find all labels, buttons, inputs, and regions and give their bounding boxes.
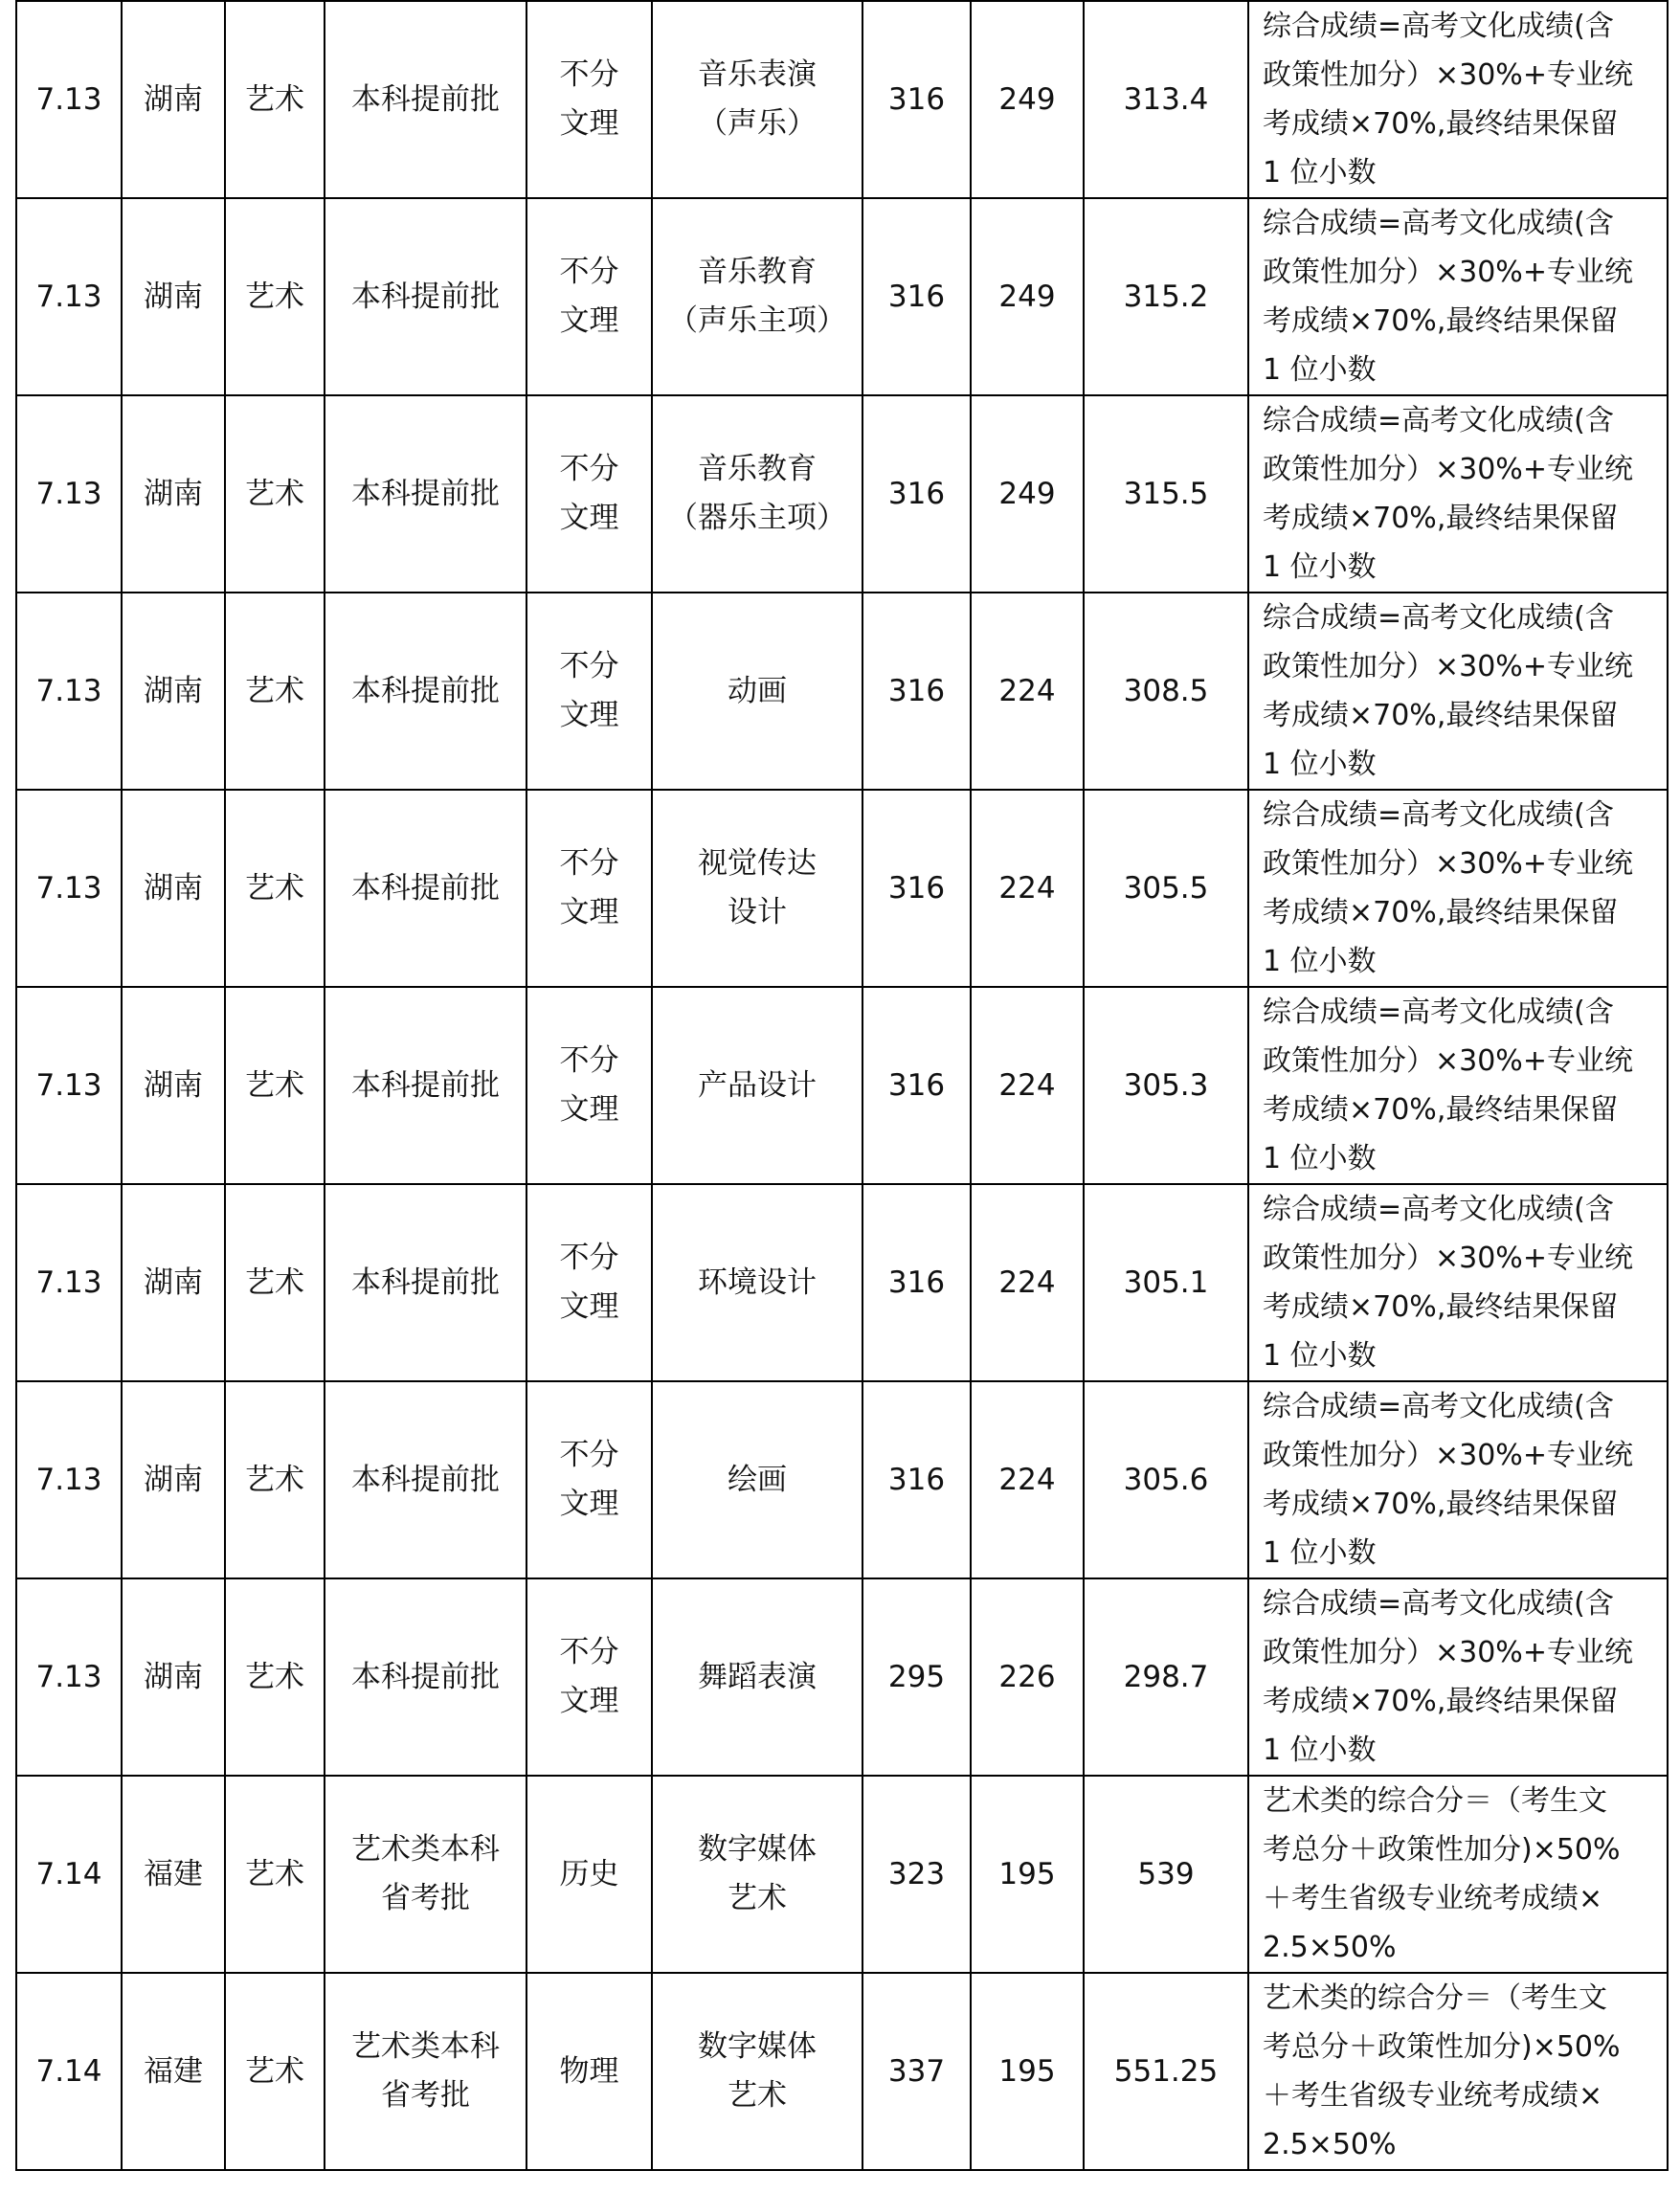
cell-batch-line: 本科提前批 xyxy=(351,870,500,906)
cell-date: 7.13 xyxy=(16,1184,122,1381)
cell-major-line: 艺术 xyxy=(728,1881,787,1915)
cell-date: 7.14 xyxy=(16,1776,122,1973)
cell-subject-line: 不分 xyxy=(559,1241,619,1275)
cell-note-line: 艺术类的综合分＝（考生文 xyxy=(1263,1981,1607,2015)
cell-batch-line: 本科提前批 xyxy=(351,476,500,511)
cell-batch-line: 省考批 xyxy=(381,1881,470,1915)
cell-subject-line: 文理 xyxy=(559,1092,619,1127)
cell-major-line: 设计 xyxy=(728,895,787,929)
cell-subject-line: 不分 xyxy=(559,846,619,881)
cell-min-score: 298.7 xyxy=(1084,1578,1248,1776)
cell-note-line: 考成绩×70%,最终结果保留 xyxy=(1263,1685,1619,1718)
cell-major-line: 249 xyxy=(971,198,1084,395)
cell-category: 艺术 xyxy=(225,395,325,593)
cell-major-line: 音乐教育 xyxy=(698,255,817,289)
cell-note-line: 2.5×50% xyxy=(1263,2128,1397,2161)
cell-province: 湖南 xyxy=(122,395,225,593)
cell-min-score: 305.5 xyxy=(1084,790,1248,987)
cell-control-line: 316 xyxy=(862,1,971,198)
cell-category: 艺术 xyxy=(225,198,325,395)
cell-min-score: 308.5 xyxy=(1084,593,1248,790)
cell-category: 艺术 xyxy=(225,1776,325,1973)
cell-note-line: 1 位小数 xyxy=(1263,945,1377,978)
cell-subject xyxy=(526,1184,652,1381)
cell-category: 艺术 xyxy=(225,1578,325,1776)
cell-min-score: 305.6 xyxy=(1084,1381,1248,1578)
cell-province: 福建 xyxy=(122,1973,225,2170)
cell-major-line: 249 xyxy=(971,395,1084,593)
cell-note-line: 1 位小数 xyxy=(1263,1536,1377,1570)
table-row xyxy=(16,198,1668,395)
cell-subject-line: 文理 xyxy=(559,1684,619,1718)
cell-subject-line: 文理 xyxy=(559,501,619,535)
cell-note-line: 综合成绩=高考文化成绩(含 xyxy=(1263,601,1614,635)
cell-note-line: 考成绩×70%,最终结果保留 xyxy=(1263,896,1619,929)
cell-subject-line: 不分 xyxy=(559,57,619,92)
cell-batch-line: 本科提前批 xyxy=(351,1067,500,1103)
cell-province: 湖南 xyxy=(122,593,225,790)
cell-batch xyxy=(325,1776,526,1973)
cell-subject-line: 不分 xyxy=(559,1438,619,1472)
cell-major-line: 224 xyxy=(971,593,1084,790)
cell-major-line: 音乐表演 xyxy=(698,57,817,92)
cell-batch xyxy=(325,1381,526,1578)
cell-major-line: 音乐教育 xyxy=(698,452,817,486)
table-row xyxy=(16,790,1668,987)
cell-control-line: 316 xyxy=(862,395,971,593)
cell-note-line: 1 位小数 xyxy=(1263,156,1377,190)
cell-subject xyxy=(526,198,652,395)
cell-major-line: 视觉传达 xyxy=(698,846,817,881)
cell-batch xyxy=(325,1578,526,1776)
cell-note xyxy=(1248,1184,1668,1381)
cell-min-score: 551.25 xyxy=(1084,1973,1248,2170)
cell-control-line: 323 xyxy=(862,1776,971,1973)
table-body xyxy=(16,1,1668,2170)
cell-note xyxy=(1248,987,1668,1184)
admission-score-table xyxy=(15,0,1669,2171)
cell-note-line: 1 位小数 xyxy=(1263,748,1377,781)
cell-province: 湖南 xyxy=(122,1184,225,1381)
cell-note-line: 政策性加分）×30%+专业统 xyxy=(1263,1242,1633,1275)
cell-major-line: 224 xyxy=(971,987,1084,1184)
cell-subject-line: 不分 xyxy=(559,649,619,683)
cell-note xyxy=(1248,1973,1668,2170)
cell-control-line: 316 xyxy=(862,1184,971,1381)
cell-note-line: 政策性加分）×30%+专业统 xyxy=(1263,847,1633,881)
cell-batch-line: 艺术类本科 xyxy=(351,1832,500,1867)
cell-major xyxy=(652,198,862,395)
table-row xyxy=(16,395,1668,593)
cell-note-line: 政策性加分）×30%+专业统 xyxy=(1263,1636,1633,1669)
cell-control-line: 316 xyxy=(862,198,971,395)
cell-major-line: 舞蹈表演 xyxy=(698,1659,817,1694)
cell-subject xyxy=(526,790,652,987)
cell-note-line: 1 位小数 xyxy=(1263,1339,1377,1373)
table-row xyxy=(16,1578,1668,1776)
cell-batch xyxy=(325,1184,526,1381)
cell-min-score: 313.4 xyxy=(1084,1,1248,198)
cell-major-line: 数字媒体 xyxy=(698,2029,817,2064)
cell-batch xyxy=(325,1973,526,2170)
cell-min-score: 539 xyxy=(1084,1776,1248,1973)
table-row xyxy=(16,1381,1668,1578)
table-row xyxy=(16,593,1668,790)
cell-major-line: （声乐） xyxy=(698,106,817,141)
cell-batch-line: 省考批 xyxy=(381,2078,470,2113)
cell-major xyxy=(652,593,862,790)
cell-major-line: （声乐主项） xyxy=(668,303,846,338)
cell-subject xyxy=(526,593,652,790)
cell-province: 福建 xyxy=(122,1776,225,1973)
cell-major xyxy=(652,395,862,593)
cell-province: 湖南 xyxy=(122,198,225,395)
cell-province: 湖南 xyxy=(122,1381,225,1578)
cell-category: 艺术 xyxy=(225,1973,325,2170)
cell-subject xyxy=(526,1,652,198)
cell-min-score: 305.3 xyxy=(1084,987,1248,1184)
cell-batch xyxy=(325,987,526,1184)
cell-note-line: 艺术类的综合分＝（考生文 xyxy=(1263,1784,1607,1818)
cell-note-line: 2.5×50% xyxy=(1263,1931,1397,1964)
cell-note-line: 综合成绩=高考文化成绩(含 xyxy=(1263,10,1614,43)
cell-date: 7.13 xyxy=(16,395,122,593)
cell-note-line: 综合成绩=高考文化成绩(含 xyxy=(1263,996,1614,1029)
cell-note-line: 考成绩×70%,最终结果保留 xyxy=(1263,107,1619,141)
table-row xyxy=(16,1184,1668,1381)
table-row xyxy=(16,1776,1668,1973)
cell-category: 艺术 xyxy=(225,593,325,790)
cell-major-line: 环境设计 xyxy=(698,1264,817,1300)
cell-major xyxy=(652,1381,862,1578)
cell-note-line: 综合成绩=高考文化成绩(含 xyxy=(1263,404,1614,437)
cell-batch-line: 本科提前批 xyxy=(351,1462,500,1497)
cell-note xyxy=(1248,593,1668,790)
cell-subject-line: 文理 xyxy=(559,698,619,732)
cell-subject-line: 不分 xyxy=(559,452,619,486)
cell-note-line: 综合成绩=高考文化成绩(含 xyxy=(1263,798,1614,832)
cell-note xyxy=(1248,1776,1668,1973)
cell-category: 艺术 xyxy=(225,987,325,1184)
cell-note-line: 综合成绩=高考文化成绩(含 xyxy=(1263,1587,1614,1621)
cell-note-line: 考成绩×70%,最终结果保留 xyxy=(1263,1093,1619,1127)
cell-batch xyxy=(325,1,526,198)
cell-note xyxy=(1248,1381,1668,1578)
cell-note-line: 1 位小数 xyxy=(1263,1734,1377,1767)
cell-category: 艺术 xyxy=(225,1381,325,1578)
cell-major-line: （器乐主项） xyxy=(668,501,846,535)
cell-major xyxy=(652,1776,862,1973)
cell-date: 7.13 xyxy=(16,790,122,987)
cell-control-line: 337 xyxy=(862,1973,971,2170)
cell-major-line: 224 xyxy=(971,1184,1084,1381)
cell-subject xyxy=(526,1381,652,1578)
cell-note-line: 1 位小数 xyxy=(1263,550,1377,584)
cell-category: 艺术 xyxy=(225,1184,325,1381)
cell-note-line: 政策性加分）×30%+专业统 xyxy=(1263,256,1633,289)
cell-major-line: 动画 xyxy=(728,673,787,708)
cell-batch xyxy=(325,395,526,593)
cell-note xyxy=(1248,198,1668,395)
cell-control-line: 316 xyxy=(862,593,971,790)
cell-subject-line: 文理 xyxy=(559,1289,619,1324)
cell-note-line: 考成绩×70%,最终结果保留 xyxy=(1263,1488,1619,1521)
cell-note xyxy=(1248,1578,1668,1776)
cell-major-line: 224 xyxy=(971,1381,1084,1578)
cell-subject-line: 文理 xyxy=(559,1487,619,1521)
cell-major-line: 224 xyxy=(971,790,1084,987)
cell-date: 7.13 xyxy=(16,593,122,790)
cell-major-line: 195 xyxy=(971,1776,1084,1973)
cell-major-line: 产品设计 xyxy=(698,1067,817,1103)
cell-note-line: 考总分＋政策性加分)×50% xyxy=(1263,1833,1621,1867)
table-row xyxy=(16,1,1668,198)
cell-note xyxy=(1248,790,1668,987)
cell-control-line: 295 xyxy=(862,1578,971,1776)
cell-major-line: 195 xyxy=(971,1973,1084,2170)
cell-batch xyxy=(325,593,526,790)
cell-note-line: 考总分＋政策性加分)×50% xyxy=(1263,2030,1621,2064)
cell-note-line: 综合成绩=高考文化成绩(含 xyxy=(1263,1390,1614,1423)
cell-subject xyxy=(526,987,652,1184)
cell-date: 7.13 xyxy=(16,1381,122,1578)
cell-batch-line: 本科提前批 xyxy=(351,81,500,117)
cell-control-line: 316 xyxy=(862,1381,971,1578)
cell-note-line: 1 位小数 xyxy=(1263,353,1377,387)
cell-major xyxy=(652,1578,862,1776)
cell-major xyxy=(652,790,862,987)
table-row xyxy=(16,1973,1668,2170)
cell-min-score: 315.5 xyxy=(1084,395,1248,593)
cell-subject-line: 历史 xyxy=(559,1856,619,1891)
table-row xyxy=(16,987,1668,1184)
cell-province: 湖南 xyxy=(122,790,225,987)
cell-province: 湖南 xyxy=(122,987,225,1184)
cell-control-line: 316 xyxy=(862,987,971,1184)
cell-note-line: 政策性加分）×30%+专业统 xyxy=(1263,58,1633,92)
cell-note-line: ＋考生省级专业统考成绩× xyxy=(1263,1882,1603,1915)
cell-batch xyxy=(325,198,526,395)
cell-batch xyxy=(325,790,526,987)
cell-subject xyxy=(526,1578,652,1776)
cell-major xyxy=(652,987,862,1184)
cell-subject xyxy=(526,395,652,593)
cell-control-line: 316 xyxy=(862,790,971,987)
cell-province: 湖南 xyxy=(122,1,225,198)
cell-major-line: 绘画 xyxy=(728,1462,787,1497)
cell-date: 7.13 xyxy=(16,1578,122,1776)
cell-note-line: 考成绩×70%,最终结果保留 xyxy=(1263,699,1619,732)
cell-note xyxy=(1248,395,1668,593)
cell-subject-line: 文理 xyxy=(559,106,619,141)
cell-major xyxy=(652,1973,862,2170)
cell-batch-line: 本科提前批 xyxy=(351,673,500,708)
cell-date: 7.13 xyxy=(16,198,122,395)
cell-note-line: 政策性加分）×30%+专业统 xyxy=(1263,1044,1633,1078)
cell-note-line: 政策性加分）×30%+专业统 xyxy=(1263,1439,1633,1472)
cell-province: 湖南 xyxy=(122,1578,225,1776)
cell-subject-line: 物理 xyxy=(559,2053,619,2089)
cell-subject xyxy=(526,1776,652,1973)
cell-min-score: 315.2 xyxy=(1084,198,1248,395)
cell-category: 艺术 xyxy=(225,1,325,198)
cell-major-line: 249 xyxy=(971,1,1084,198)
cell-batch-line: 艺术类本科 xyxy=(351,2029,500,2064)
cell-note-line: 考成绩×70%,最终结果保留 xyxy=(1263,1290,1619,1324)
cell-major-line: 226 xyxy=(971,1578,1084,1776)
cell-subject xyxy=(526,1973,652,2170)
cell-note-line: 综合成绩=高考文化成绩(含 xyxy=(1263,1193,1614,1226)
cell-date: 7.14 xyxy=(16,1973,122,2170)
cell-subject-line: 不分 xyxy=(559,1043,619,1078)
cell-date: 7.13 xyxy=(16,987,122,1184)
cell-min-score: 305.1 xyxy=(1084,1184,1248,1381)
admission-table-page xyxy=(15,0,1667,2171)
cell-major xyxy=(652,1184,862,1381)
cell-date: 7.13 xyxy=(16,1,122,198)
cell-batch-line: 本科提前批 xyxy=(351,279,500,314)
cell-note-line: 综合成绩=高考文化成绩(含 xyxy=(1263,207,1614,240)
cell-note-line: 考成绩×70%,最终结果保留 xyxy=(1263,304,1619,338)
cell-note xyxy=(1248,1,1668,198)
cell-note-line: 考成绩×70%,最终结果保留 xyxy=(1263,502,1619,535)
cell-subject-line: 不分 xyxy=(559,1635,619,1669)
cell-subject-line: 不分 xyxy=(559,255,619,289)
cell-major xyxy=(652,1,862,198)
cell-batch-line: 本科提前批 xyxy=(351,1659,500,1694)
cell-note-line: 1 位小数 xyxy=(1263,1142,1377,1175)
cell-major-line: 数字媒体 xyxy=(698,1832,817,1867)
cell-batch-line: 本科提前批 xyxy=(351,1264,500,1300)
cell-subject-line: 文理 xyxy=(559,895,619,929)
cell-subject-line: 文理 xyxy=(559,303,619,338)
cell-note-line: ＋考生省级专业统考成绩× xyxy=(1263,2079,1603,2113)
cell-major-line: 艺术 xyxy=(728,2078,787,2113)
cell-note-line: 政策性加分）×30%+专业统 xyxy=(1263,650,1633,683)
cell-note-line: 政策性加分）×30%+专业统 xyxy=(1263,453,1633,486)
cell-category: 艺术 xyxy=(225,790,325,987)
